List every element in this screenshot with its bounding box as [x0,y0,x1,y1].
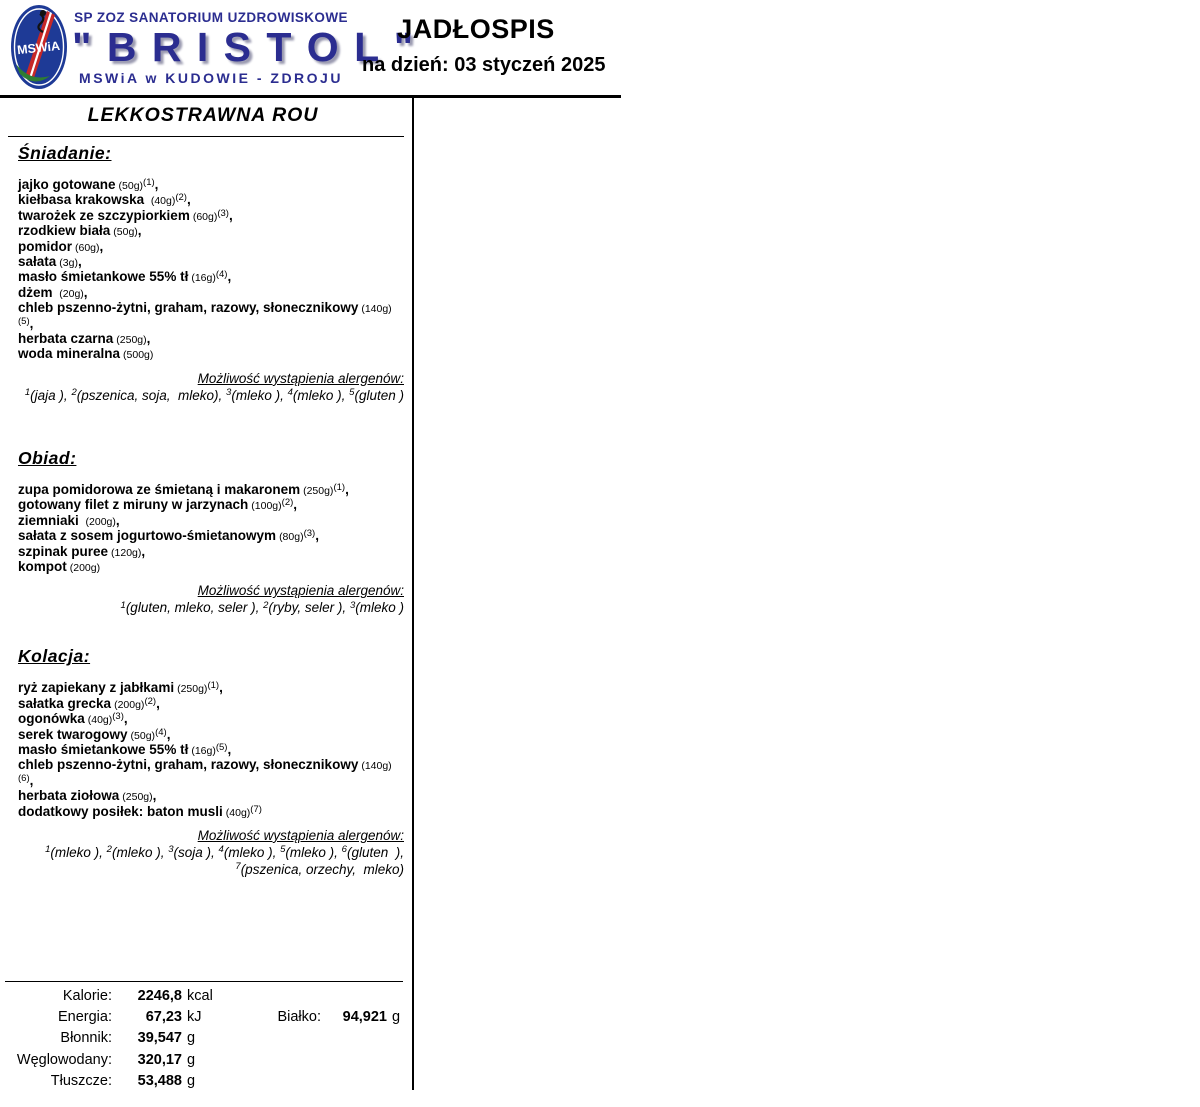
nutrition-value: 94,921 [342,1009,387,1026]
organization-name-line1: SP ZOZ SANATORIUM UZDROWISKOWE [74,10,348,25]
dish-line [18,711,404,726]
nutrition-row [0,1073,213,1094]
dish-portion: (60g) [192,210,218,223]
dish-name: sałata z sosem jogurtowo-śmietanowym [18,528,277,544]
dish-name: herbata ziołowa [18,788,120,804]
section-title-obiad: Obiad: [18,447,77,468]
dish-name: sałatka grecka [18,695,112,711]
nutrition-row [0,1030,213,1051]
allergen-ref: (2) [281,497,294,509]
dish-name: zupa pomidorowa ze śmietaną i makaronem [18,481,301,497]
nutrition-value: 2246,8 [137,988,182,1004]
allergen-block-kolacja [18,827,404,878]
dish-tail: , [227,269,232,285]
dish-line [18,239,404,254]
allergen-text: (mleko ) [355,600,404,616]
dish-line [18,513,404,528]
nutrition-row [0,1052,213,1073]
dish-portion: (80g) [279,531,304,544]
allergen-text: (mleko ), [111,844,169,860]
dish-line [18,192,404,207]
nutrition-label: Kalorie: [62,988,112,1004]
dish-name: serek twarogowy [18,726,128,742]
dish-name: sałata [18,254,57,270]
dish-tail: , [29,315,34,331]
dish-portion: (40g) [225,806,251,819]
nutrition-row [243,1009,400,1030]
dish-name: kiełbasa krakowska [18,192,148,208]
dish-tail: , [141,543,146,559]
dish-tail: , [345,481,349,497]
dish-line [18,482,404,497]
section-spacer [18,616,404,646]
nutrition-table-left [0,988,213,1094]
dish-portion: (200g) [69,561,101,574]
allergen-heading: Możliwość wystąpienia alergenów: [197,827,404,843]
menu-sections [18,143,404,878]
dish-tail: , [228,207,233,223]
nutrition-label: Węglowodany: [16,1051,112,1068]
allergen-number: 2 [71,387,77,399]
nutrition-unit: kJ [187,1009,202,1026]
dish-name: ziemniaki [18,512,83,528]
organization-brand-bristol: " B R I S T O L " [72,24,416,70]
allergen-number: 4 [287,387,293,399]
dish-portion: (50g) [130,729,156,742]
dish-tail: , [152,788,157,804]
allergen-number: 5 [280,844,286,856]
dish-tail: , [115,512,120,528]
dish-line [18,285,404,300]
allergen-ref: (5) [215,741,228,753]
allergen-text: (pszenica, soja, mleko), [76,387,227,403]
nutrition-label: Tłuszcze: [50,1072,112,1089]
allergen-text: (mleko ), [231,387,288,403]
allergen-block-obiad [18,582,404,616]
dish-line [18,331,404,346]
allergen-number: 1 [120,599,126,611]
dish-portion: (250g) [177,683,208,696]
allergen-list-line [18,861,404,878]
dish-portion: (200g) [85,515,116,528]
dish-portion: (16g) [191,744,216,757]
nutrition-row [0,1009,213,1030]
dish-tail: , [154,177,159,192]
document-title: JADŁOSPIS [397,14,555,44]
dish-line [18,727,404,742]
menu-section-kolacja [18,646,404,878]
nutrition-label: Błonnik: [60,1030,112,1047]
allergen-number: 1 [45,844,51,856]
dish-name: kompot [18,558,67,574]
allergen-text: (jaja ), [30,387,72,403]
dish-line [18,544,404,559]
allergen-text: (ryby, seler ), [268,600,350,616]
dish-tail: , [166,726,171,742]
dish-name: pomidor [18,238,72,254]
dish-portion: (40g) [87,714,113,727]
dish-name: rzodkiew biała [18,223,111,239]
allergen-number: 3 [226,387,232,399]
nutrition-unit: g [187,1030,196,1047]
dish-line [18,300,404,331]
dish-line [18,208,404,223]
nutrition-unit: kcal [187,988,213,1004]
mswia-sanatorium-logo-icon [10,4,68,90]
nutrition-row [0,988,213,1009]
dish-line [18,223,404,238]
allergen-text: (mleko ), [50,844,107,860]
allergen-text: (gluten ) [354,387,404,403]
column-divider-line [412,98,414,1090]
dish-tail: , [293,497,298,513]
section-title-kolacja: Kolacja: [18,646,91,667]
allergen-list-line [18,844,404,861]
dish-tail: , [77,254,82,270]
nutrition-label: Białko: [277,1009,321,1026]
nutrition-unit: g [392,1009,401,1026]
allergen-ref: (3) [112,711,124,723]
allergen-heading: Możliwość wystąpienia alergenów: [197,583,404,599]
dish-tail: , [219,680,223,696]
allergen-number: 2 [263,599,269,611]
diet-title: LEKKOSTRAWNA ROU [87,104,319,126]
nutrition-label: Energia: [57,1009,112,1026]
dish-tail: , [186,192,191,208]
nutrition-unit: g [187,1051,196,1068]
document-date: na dzień: 03 styczeń 2025 [362,54,606,76]
dish-name: woda mineralna [18,346,121,362]
dish-line [18,788,404,803]
allergen-number: 7 [235,861,241,873]
dish-name: chleb pszenno-żytni, graham, razowy, słonecznikowy [18,757,359,773]
organization-name-line2: MSWiA w KUDOWIE - ZDROJU [79,70,343,86]
dish-line [18,757,404,788]
allergen-ref: (2) [175,192,187,204]
allergen-ref: (1) [207,680,220,692]
dish-portion: (500g) [123,349,154,362]
dish-portion: (120g) [111,546,142,559]
dish-line [18,254,404,269]
dish-portion: (140g) [361,760,392,773]
dish-name: ryż zapiekany z jabłkami [18,680,175,696]
menu-section-sniadanie [18,143,404,404]
allergen-text: (mleko ), [223,844,281,860]
dish-line [18,742,404,757]
document-title-block [362,14,606,77]
dish-line [18,804,404,819]
organization-block [72,10,416,86]
dish-name: ogonówka [18,711,85,727]
dish-portion: (50g) [113,226,138,239]
dish-tail: , [156,695,160,711]
allergen-block-sniadanie [18,370,404,404]
allergen-ref: (4) [155,726,167,738]
dish-name: szpinak puree [18,543,109,559]
allergen-number: 5 [349,387,355,399]
allergen-number: 6 [341,844,347,856]
dish-portion: (50g) [118,180,144,192]
nutrition-value: 53,488 [137,1072,182,1089]
allergen-ref: (3) [217,207,229,219]
allergen-text: (pszenica, orzechy, mleko) [240,861,404,877]
allergen-ref: (1) [143,177,155,188]
dish-tail: , [137,223,142,239]
dish-name: masło śmietankowe 55% tł [18,741,189,757]
dish-tail: , [99,238,104,254]
dish-name: jajko gotowane [18,177,116,192]
dish-name: dodatkowy posiłek: baton musli [18,803,223,819]
nutrition-value: 39,547 [137,1030,182,1047]
dish-line [18,269,404,284]
dish-portion: (140g) [361,303,392,316]
allergen-ref: (6) [18,772,30,784]
section-spacer [18,404,404,448]
dish-portion: (3g) [59,257,78,270]
allergen-ref: (7) [250,803,262,815]
allergen-ref: (3) [303,528,316,540]
dish-tail: , [83,284,88,300]
dish-tail: , [315,528,319,544]
dish-line [18,559,404,574]
dish-portion: (40g) [150,195,176,208]
allergen-number: 4 [218,844,224,856]
dish-portion: (20g) [59,287,84,300]
dish-portion: (200g) [114,698,145,711]
nutrition-value: 67,23 [145,1009,182,1026]
diet-title-underline [8,136,404,137]
dish-portion: (16g) [191,272,216,285]
dish-line [18,497,404,512]
dish-portion: (100g) [251,500,282,513]
dish-name: herbata czarna [18,331,114,347]
allergen-number: 2 [106,844,112,856]
allergen-ref: (4) [215,269,228,281]
dish-portion: (250g) [303,484,334,497]
dish-line [18,680,404,695]
section-title-sniadanie: Śniadanie: [18,143,112,163]
allergen-list-line [18,387,404,404]
dish-line [18,528,404,543]
allergen-number: 3 [168,844,174,856]
allergen-heading: Możliwość wystąpienia alergenów: [197,370,404,386]
dish-line [18,177,404,192]
dish-name: gotowany filet z miruny w jarzynach [18,497,249,513]
header-divider-line [0,95,621,98]
nutrition-unit: g [187,1072,196,1089]
allergen-number: 3 [349,599,356,611]
allergen-number: 1 [24,387,31,399]
dish-portion: (250g) [116,334,147,347]
dish-tail: , [123,711,128,727]
dish-portion: (250g) [122,791,153,804]
dish-tail: , [29,772,34,788]
allergen-ref: (2) [144,695,157,707]
nutrition-divider-line [5,981,403,982]
nutrition-value: 320,17 [137,1051,182,1068]
dish-tail: , [227,741,232,757]
dish-line [18,346,404,361]
allergen-text: (mleko ), [285,844,342,860]
dish-name: masło śmietankowe 55% tł [18,269,189,285]
dish-tail: , [146,331,151,347]
allergen-ref: (1) [333,481,346,493]
allergen-ref: (5) [18,315,30,327]
allergen-text: (gluten ), [346,844,404,860]
dish-portion: (60g) [75,241,100,254]
allergen-text: (mleko ), [292,387,350,403]
dish-line [18,696,404,711]
dish-name: dżem [18,284,57,300]
dish-name: twarożek ze szczypiorkiem [18,207,190,223]
allergen-text: (soja ), [173,844,219,860]
nutrition-table-right [243,1009,400,1030]
allergen-list-line [18,599,404,616]
dish-name: chleb pszenno-żytni, graham, razowy, słonecznikowy [18,300,359,316]
allergen-text: (gluten, mleko, seler ), [125,600,264,616]
menu-section-obiad [18,448,404,616]
svg-text:MSWiA: MSWiA [16,38,61,58]
